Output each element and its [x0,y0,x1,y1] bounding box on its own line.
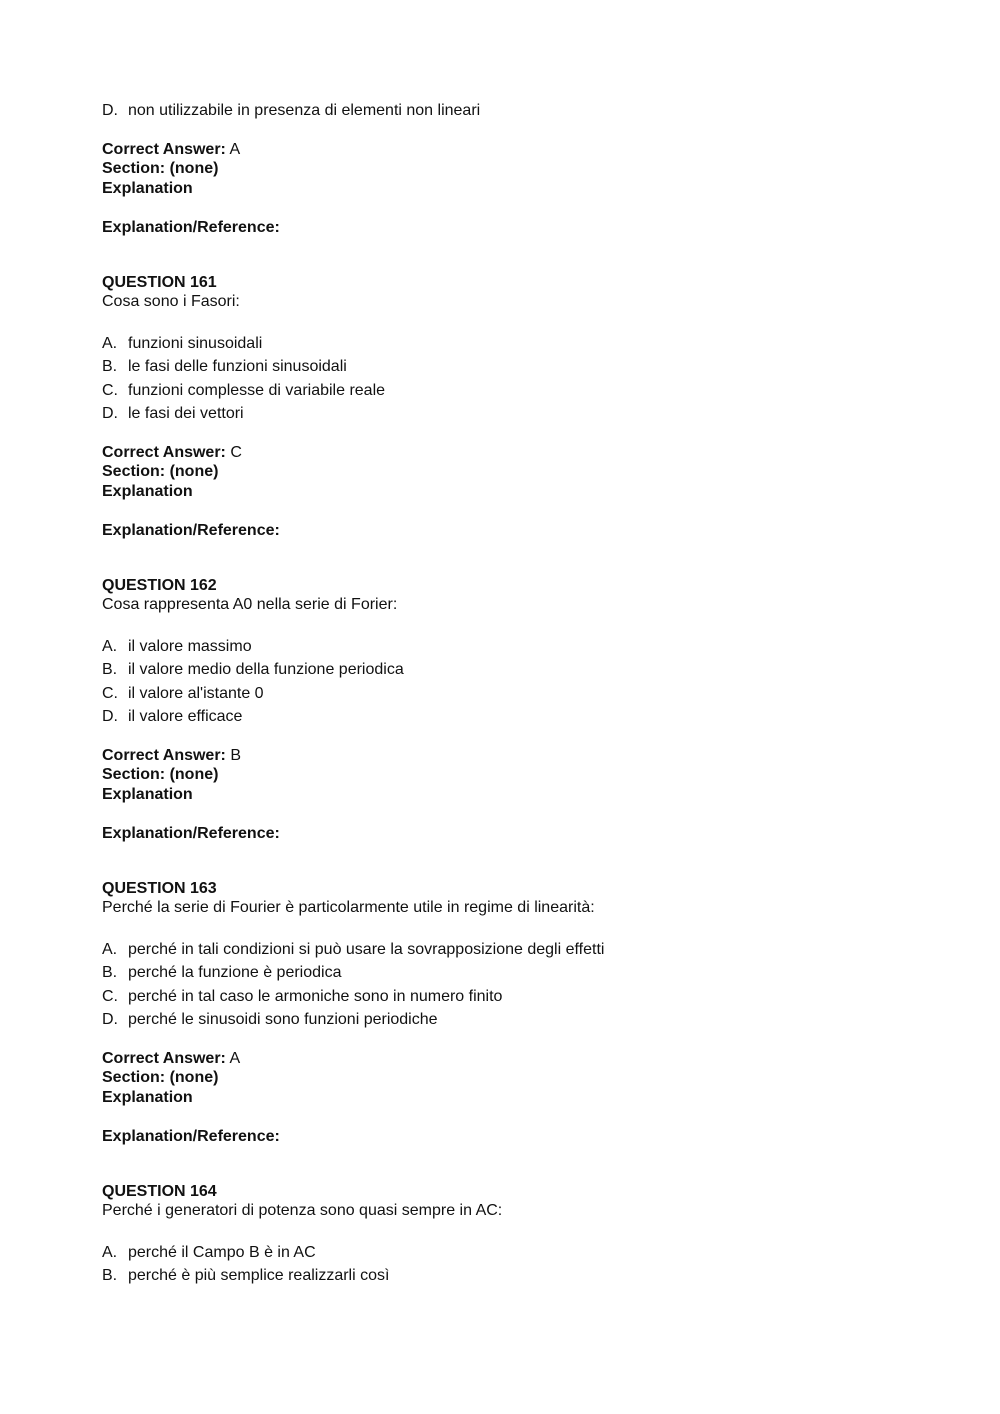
option-b [102,658,922,682]
option-text: funzioni sinusoidali [128,334,263,352]
correct-answer [102,140,922,160]
option-letter: A. [102,637,118,655]
correct-answer-value: B [230,746,242,764]
option-letter: A. [102,334,118,352]
option-b [102,355,922,379]
option-d [102,705,922,729]
explanation-label: Explanation [102,179,193,197]
option-letter: D. [102,708,118,725]
correct-answer-value: A [229,140,241,158]
question-block [102,1182,922,1288]
explanation-reference-label: Explanation/Reference: [102,219,280,236]
option-a [102,635,922,659]
correct-answer-label: Correct Answer: [102,443,226,461]
section-label: Section: (none) [102,463,219,480]
option-b [102,961,922,985]
question-title: QUESTION 161 [102,273,217,291]
option-letter: C. [102,381,118,399]
option-d [102,99,922,123]
section-label: Section: (none) [102,766,219,783]
correct-answer-label: Correct Answer: [102,746,226,764]
question-title: QUESTION 163 [102,879,217,897]
option-text: perché il Campo B è in AC [128,1243,316,1261]
option-text: il valore al'istante 0 [128,684,264,702]
option-letter: A. [102,940,118,958]
option-text: le fasi delle funzioni sinusoidali [128,358,347,375]
question-text: Cosa rappresenta A0 nella serie di Forier: [102,596,398,613]
correct-answer-label: Correct Answer: [102,1049,226,1067]
option-text: il valore medio della funzione periodica [128,661,404,678]
option-text: non utilizzabile in presenza di elementi non lineari [128,102,481,119]
option-text: perché in tali condizioni si può usare la sovrapposizione degli effetti [128,940,605,958]
option-text: funzioni complesse di variabile reale [128,381,386,399]
option-letter: C. [102,987,118,1005]
option-letter: C. [102,684,118,702]
option-text: perché in tal caso le armoniche sono in numero finito [128,987,503,1005]
question-text: Perché i generatori di potenza sono quasi sempre in AC: [102,1202,503,1219]
option-text: il valore massimo [128,637,252,655]
question-title: QUESTION 164 [102,1182,217,1200]
question-block [102,576,922,844]
correct-answer [102,746,922,766]
explanation-label: Explanation [102,1088,193,1106]
correct-answer [102,443,922,463]
option-a [102,938,922,962]
option-c [102,985,922,1009]
explanation-reference-label: Explanation/Reference: [102,1128,280,1145]
option-b [102,1264,922,1288]
option-text: perché è più semplice realizzarli così [128,1267,390,1284]
option-letter: B. [102,358,118,375]
section-label: Section: (none) [102,160,219,177]
explanation-label: Explanation [102,482,193,500]
option-d [102,1008,922,1032]
option-d [102,402,922,426]
option-a [102,332,922,356]
section-label: Section: (none) [102,1069,219,1086]
explanation-reference-label: Explanation/Reference: [102,825,280,842]
correct-answer-label: Correct Answer: [102,140,226,158]
option-c [102,379,922,403]
option-letter: A. [102,1243,118,1261]
question-block [102,879,922,1147]
correct-answer-value: C [230,443,242,461]
option-letter: B. [102,964,118,981]
option-letter: D. [102,102,118,119]
option-letter: B. [102,661,118,678]
option-letter: D. [102,1011,118,1028]
option-c [102,682,922,706]
question-text: Perché la serie di Fourier è particolarmente utile in regime di linearità: [102,899,595,916]
correct-answer [102,1049,922,1069]
option-text: il valore efficace [128,708,243,725]
explanation-label: Explanation [102,785,193,803]
option-a [102,1241,922,1265]
question-title: QUESTION 162 [102,576,217,594]
question-block [102,273,922,541]
option-text: le fasi dei vettori [128,405,244,422]
option-text: perché le sinusoidi sono funzioni periodiche [128,1011,438,1028]
document-page [102,99,922,1288]
explanation-reference-label: Explanation/Reference: [102,522,280,539]
option-letter: B. [102,1267,118,1284]
question-text: Cosa sono i Fasori: [102,293,240,310]
correct-answer-value: A [229,1049,241,1067]
option-letter: D. [102,405,118,422]
option-text: perché la funzione è periodica [128,964,342,981]
